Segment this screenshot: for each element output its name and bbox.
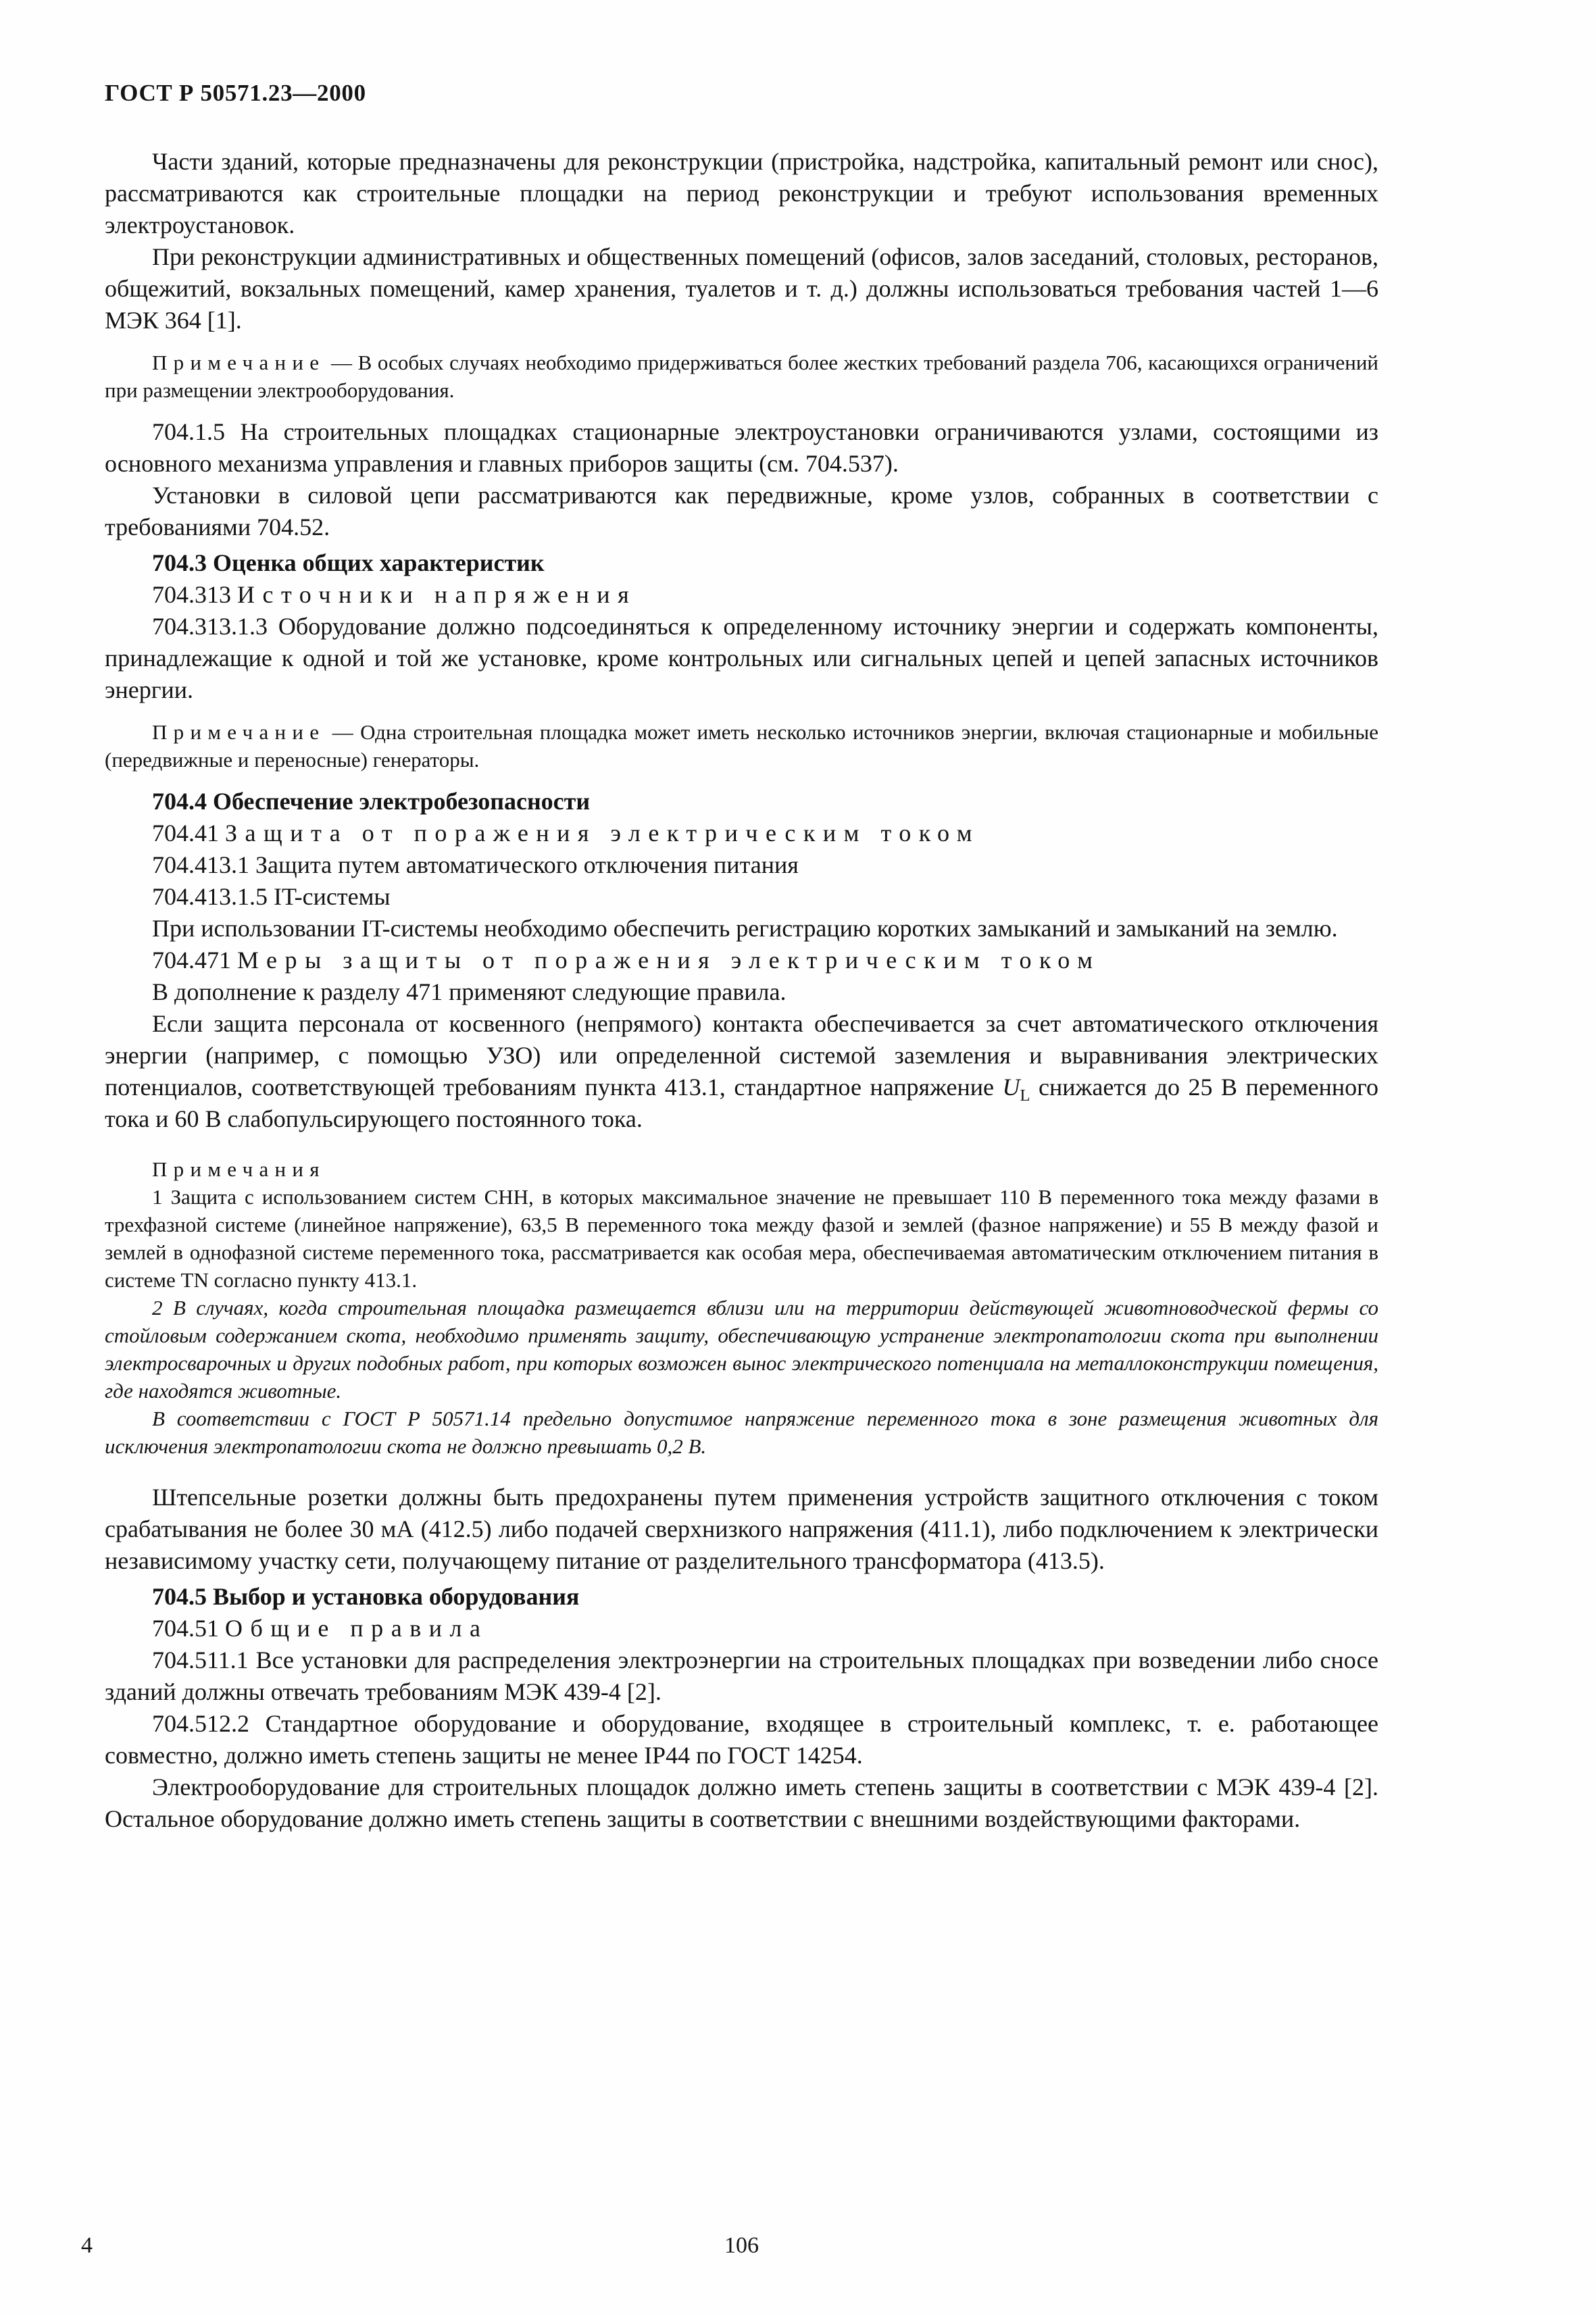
paragraph-704-1-5: 704.1.5 На строительных площадках стационарные электроустановки ограничиваются узлами, состоящими из основного механизма управления и главных приборов защиты (см. 704.537).	[105, 418, 1378, 477]
clause-title: Источники напряжения	[237, 581, 637, 608]
clause-number: 704.51	[152, 1615, 219, 1642]
paragraph-standard-voltage	[105, 1008, 1378, 1135]
paragraph-704-413-1: 704.413.1 Защита путем автоматического отключения питания	[152, 851, 799, 878]
paragraph-addition-471: В дополнение к разделу 471 применяют следующие правила.	[152, 978, 787, 1005]
clause-number: 704.313	[152, 581, 231, 608]
heading-704-471	[105, 945, 1378, 976]
text-run-after: снижается до 25 В переменного тока и 60 В слабопульсирующего постоянного тока.	[105, 1074, 1378, 1132]
heading-704-4: 704.4 Обеспечение электробезопасности	[152, 788, 591, 815]
paragraph-power-circuit: Установки в силовой цепи рассматриваются как передвижные, кроме узлов, собранных в соответствии с требованиями 704.52.	[105, 482, 1378, 540]
clause-number: 704.41	[152, 820, 219, 847]
notes-group	[105, 1155, 1378, 1460]
voltage-symbol-ul	[1002, 1074, 1030, 1105]
heading-704-3: 704.3 Оценка общих характеристик	[152, 549, 545, 576]
standard-designation: ГОСТ Р 50571.23—2000	[105, 80, 366, 106]
text-run-before: Если защита персонала от косвенного (непрямого) контакта обеспечивается за счет автоматического отключения энергии (например, с помощью УЗО) или определенной системой заземления и выравнивания электрических потенциалов, соответствующей требованиям пункта 413.1, стандартное напряжение	[105, 1010, 1378, 1101]
paragraph-it-systems: При использовании IT-системы необходимо обеспечить регистрацию коротких замыканий и замыканий на землю.	[152, 915, 1338, 942]
note-text: — В особых случаях необходимо придерживаться более жестких требований раздела 706, касающихся ограничений при размещении электрооборудования.	[105, 351, 1378, 402]
paragraph-704-512-2: 704.512.2 Стандартное оборудование и оборудование, входящее в строительный комплекс, т. е. работающее совместно, должно иметь степень защиты не менее IP44 по ГОСТ 14254.	[105, 1710, 1378, 1769]
heading-704-5: 704.5 Выбор и установка оборудования	[152, 1583, 580, 1610]
paragraph-704-413-1-5: 704.413.1.5 IT-системы	[152, 883, 391, 910]
clause-title: Защита от поражения электрическим током	[225, 820, 980, 847]
note-section-706	[105, 349, 1378, 404]
heading-704-41	[105, 818, 1378, 849]
document-header	[105, 80, 1378, 107]
paragraph-socket-outlets: Штепсельные розетки должны быть предохранены путем применения устройств защитного отключения с током срабатывания не более 30 мА (412.5) либо подачей сверхнизкого напряжения (411.1), либо подключением к электрически независимому участку сети, получающему питание от разделительного трансформатора (413.5).	[105, 1484, 1378, 1574]
paragraph-building-parts: Части зданий, которые предназначены для реконструкции (пристройка, надстройка, капитальный ремонт или снос), рассматриваются как строительные площадки на период реконструкции и требуют использования временных электроустановок.	[105, 148, 1378, 238]
paragraph-equipment-protection: Электрооборудование для строительных площадок должно иметь степень защиты в соответствии с МЭК 439-4 [2]. Остальное оборудование должно иметь степень защиты в соответствии с внешними воздействующими факторами.	[105, 1774, 1378, 1832]
heading-704-313	[105, 579, 1378, 611]
note-label: Примечание	[152, 351, 326, 374]
note-label: Примечание	[152, 720, 326, 744]
clause-number: 704.471	[152, 947, 231, 974]
clause-title: Меры защиты от поражения электрическим током	[237, 947, 1101, 974]
notes-label: Примечания	[152, 1157, 326, 1181]
page-number-center: 106	[724, 2233, 759, 2258]
voltage-subscript: L	[1020, 1086, 1030, 1105]
paragraph-704-313-1-3: 704.313.1.3 Оборудование должно подсоединяться к определенному источнику энергии и содержать компоненты, принадлежащие к одной и той же установке, кроме контрольных или сигнальных цепей и цепей запасных источников энергии.	[105, 613, 1378, 703]
note-text: — Одна строительная площадка может иметь несколько источников энергии, включая стационарные и мобильные (передвижные и переносные) генераторы.	[105, 720, 1378, 772]
note-energy-sources	[105, 718, 1378, 774]
note-item-2-continuation: В соответствии с ГОСТ Р 50571.14 предельно допустимое напряжение переменного тока в зоне размещения животных для исключения электропатологии скота не должно превышать 0,2 В.	[105, 1407, 1378, 1458]
clause-title: Общие правила	[225, 1615, 489, 1642]
notes-group-label	[105, 1155, 1378, 1183]
note-item-2: 2 В случаях, когда строительная площадка размещается вблизи или на территории действующей животноводческой фермы со стойловым содержанием скота, необходимо применять защиту, обеспечивающую устранение электропатологии скота при выполнении электросварочных и других подобных работ, при которых возможен вынос электрического потенциала на металлоконструкции помещения, где находятся животные.	[105, 1296, 1378, 1403]
page-number-left: 4	[81, 2233, 93, 2258]
paragraph-704-511-1: 704.511.1 Все установки для распределения электроэнергии на строительных площадках при возведении либо сносе зданий должны отвечать требованиям МЭК 439-4 [2].	[105, 1646, 1378, 1705]
voltage-symbol: U	[1002, 1074, 1020, 1101]
paragraph-reconstruction-premises: При реконструкции административных и общественных помещений (офисов, залов заседаний, столовых, ресторанов, общежитий, вокзальных помещений, камер хранения, туалетов и т. д.) должны использоваться требования частей 1—6 МЭК 364 [1].	[105, 243, 1378, 334]
document-body	[105, 146, 1378, 1835]
heading-704-51	[105, 1613, 1378, 1644]
note-item-1: 1 Защита с использованием систем СНН, в которых максимальное значение не превышает 110 В переменного тока между фазами в трехфазной системе (линейное напряжение), 63,5 В переменного тока между фазой и землей (фазное напряжение) и 55 В между фазой и землей в однофазной системе переменного тока, рассматривается как особая мера, обеспечиваемая автоматическим отключением питания в системе TN согласно пункту 413.1.	[105, 1185, 1378, 1292]
